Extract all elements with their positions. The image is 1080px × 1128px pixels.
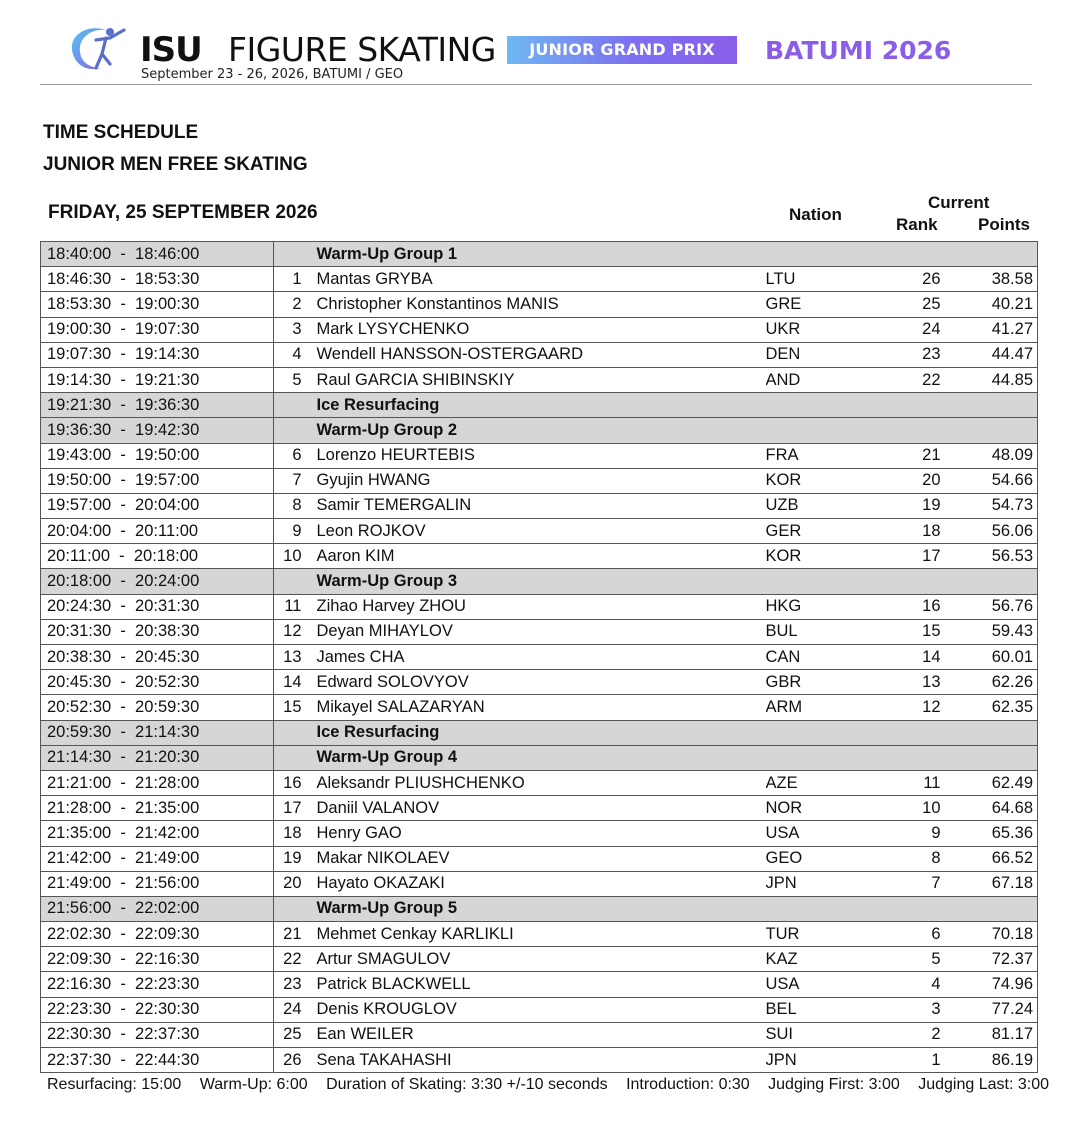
schedule-skater-row <box>41 367 1038 392</box>
schedule-group-row <box>41 569 1038 594</box>
row-current-rank: 17 <box>866 544 969 569</box>
row-nation: UKR <box>766 317 866 342</box>
schedule-skater-row <box>41 317 1038 342</box>
row-time: 20:11:00 - 20:18:00 <box>41 544 274 569</box>
junior-grand-prix-badge: JUNIOR GRAND PRIX <box>507 36 737 64</box>
row-time: 20:04:00 - 20:11:00 <box>41 519 274 544</box>
row-time: 20:52:30 - 20:59:30 <box>41 695 274 720</box>
row-time: 21:28:00 - 21:35:00 <box>41 796 274 821</box>
row-nation: CAN <box>766 645 866 670</box>
row-group-label: Warm-Up Group 2 <box>304 418 1038 443</box>
row-current-points: 38.58 <box>969 267 1038 292</box>
row-current-points: 72.37 <box>969 947 1038 972</box>
row-skater-name: Leon ROJKOV <box>304 519 766 544</box>
row-current-rank: 12 <box>866 695 969 720</box>
row-nation: UZB <box>766 493 866 518</box>
schedule-skater-row <box>41 443 1038 468</box>
row-skater-name: Mantas GRYBA <box>304 267 766 292</box>
row-skater-name: Samir TEMERGALIN <box>304 493 766 518</box>
row-time: 22:30:30 - 22:37:30 <box>41 1022 274 1047</box>
event-category-title: JUNIOR MEN FREE SKATING <box>43 154 308 175</box>
schedule-skater-row <box>41 871 1038 896</box>
row-skater-name: Edward SOLOVYOV <box>304 670 766 695</box>
row-time: 22:09:30 - 22:16:30 <box>41 947 274 972</box>
schedule-skater-row <box>41 796 1038 821</box>
footer-warmup: Warm-Up: 6:00 <box>199 1076 308 1093</box>
schedule-skater-row <box>41 267 1038 292</box>
row-current-rank: 15 <box>866 619 969 644</box>
row-current-rank: 14 <box>866 645 969 670</box>
row-current-points: 60.01 <box>969 645 1038 670</box>
row-skater-name: Patrick BLACKWELL <box>304 972 766 997</box>
schedule-group-row <box>41 418 1038 443</box>
column-header-rank: Rank <box>896 215 938 234</box>
row-current-points: 65.36 <box>969 821 1038 846</box>
row-current-points: 54.66 <box>969 468 1038 493</box>
row-current-points: 64.68 <box>969 796 1038 821</box>
footer-resurfacing: Resurfacing: 15:00 <box>47 1076 182 1093</box>
row-current-rank: 22 <box>866 367 969 392</box>
row-current-rank: 21 <box>866 443 969 468</box>
event-name: BATUMI 2026 <box>765 36 952 65</box>
row-time: 19:57:00 - 20:04:00 <box>41 493 274 518</box>
row-time: 19:43:00 - 19:50:00 <box>41 443 274 468</box>
row-group-label: Warm-Up Group 3 <box>304 569 1038 594</box>
schedule-skater-row <box>41 997 1038 1022</box>
row-time: 19:50:00 - 19:57:00 <box>41 468 274 493</box>
schedule-footer <box>47 1076 1049 1094</box>
row-nation: JPN <box>766 1048 866 1073</box>
row-current-rank: 6 <box>866 922 969 947</box>
row-current-points: 40.21 <box>969 292 1038 317</box>
row-time: 22:16:30 - 22:23:30 <box>41 972 274 997</box>
schedule-skater-row <box>41 1022 1038 1047</box>
row-nation: USA <box>766 821 866 846</box>
row-current-points: 86.19 <box>969 1048 1038 1073</box>
row-start-number: 22 <box>274 947 304 972</box>
row-skater-name: Lorenzo HEURTEBIS <box>304 443 766 468</box>
schedule-skater-row <box>41 594 1038 619</box>
row-current-rank: 10 <box>866 796 969 821</box>
column-header-current: Current <box>928 193 990 212</box>
row-start-number: 18 <box>274 821 304 846</box>
row-start-number: 4 <box>274 342 304 367</box>
row-current-points: 77.24 <box>969 997 1038 1022</box>
row-time: 21:14:30 - 21:20:30 <box>41 745 274 770</box>
schedule-skater-row <box>41 922 1038 947</box>
row-start-number: 16 <box>274 770 304 795</box>
row-time: 20:45:30 - 20:52:30 <box>41 670 274 695</box>
row-start-number: 11 <box>274 594 304 619</box>
row-start-number: 26 <box>274 1048 304 1073</box>
schedule-skater-row <box>41 619 1038 644</box>
row-current-points: 62.26 <box>969 670 1038 695</box>
row-time: 22:02:30 - 22:09:30 <box>41 922 274 947</box>
row-current-points: 54.73 <box>969 493 1038 518</box>
row-number <box>274 393 304 418</box>
row-nation: BUL <box>766 619 866 644</box>
row-time: 18:46:30 - 18:53:30 <box>41 267 274 292</box>
row-start-number: 24 <box>274 997 304 1022</box>
schedule-skater-row <box>41 947 1038 972</box>
schedule-skater-row <box>41 292 1038 317</box>
schedule-group-row <box>41 896 1038 921</box>
row-start-number: 8 <box>274 493 304 518</box>
row-current-points: 56.06 <box>969 519 1038 544</box>
schedule-table <box>40 241 1038 1073</box>
row-nation: GRE <box>766 292 866 317</box>
row-start-number: 21 <box>274 922 304 947</box>
row-skater-name: Aleksandr PLIUSHCHENKO <box>304 770 766 795</box>
row-nation: NOR <box>766 796 866 821</box>
row-current-points: 66.52 <box>969 846 1038 871</box>
schedule-skater-row <box>41 519 1038 544</box>
row-skater-name: Artur SMAGULOV <box>304 947 766 972</box>
row-current-points: 44.47 <box>969 342 1038 367</box>
row-current-rank: 1 <box>866 1048 969 1073</box>
row-skater-name: Henry GAO <box>304 821 766 846</box>
schedule-skater-row <box>41 695 1038 720</box>
row-nation: JPN <box>766 871 866 896</box>
row-current-rank: 2 <box>866 1022 969 1047</box>
row-current-rank: 11 <box>866 770 969 795</box>
schedule-group-row <box>41 393 1038 418</box>
row-time: 22:37:30 - 22:44:30 <box>41 1048 274 1073</box>
isu-wordmark: ISU <box>140 30 202 70</box>
figure-skating-wordmark: FIGURE SKATING <box>228 30 496 69</box>
schedule-group-row <box>41 242 1038 267</box>
row-start-number: 10 <box>274 544 304 569</box>
row-start-number: 25 <box>274 1022 304 1047</box>
row-current-rank: 13 <box>866 670 969 695</box>
row-start-number: 23 <box>274 972 304 997</box>
schedule-group-row <box>41 720 1038 745</box>
row-skater-name: Mehmet Cenkay KARLIKLI <box>304 922 766 947</box>
row-number <box>274 418 304 443</box>
row-current-rank: 20 <box>866 468 969 493</box>
row-current-points: 59.43 <box>969 619 1038 644</box>
schedule-skater-row <box>41 972 1038 997</box>
row-nation: AND <box>766 367 866 392</box>
document-header <box>0 0 1080 90</box>
row-time: 19:00:30 - 19:07:30 <box>41 317 274 342</box>
row-time: 18:40:00 - 18:46:00 <box>41 242 274 267</box>
schedule-skater-row <box>41 821 1038 846</box>
row-group-label: Warm-Up Group 5 <box>304 896 1038 921</box>
row-time: 20:31:30 - 20:38:30 <box>41 619 274 644</box>
row-start-number: 15 <box>274 695 304 720</box>
schedule-day: FRIDAY, 25 SEPTEMBER 2026 <box>48 202 318 223</box>
row-time: 22:23:30 - 22:30:30 <box>41 997 274 1022</box>
row-nation: ARM <box>766 695 866 720</box>
row-nation: DEN <box>766 342 866 367</box>
schedule-skater-row <box>41 468 1038 493</box>
row-time: 19:14:30 - 19:21:30 <box>41 367 274 392</box>
row-group-label: Warm-Up Group 1 <box>304 242 1038 267</box>
row-current-rank: 24 <box>866 317 969 342</box>
row-number <box>274 569 304 594</box>
row-time: 20:59:30 - 21:14:30 <box>41 720 274 745</box>
header-divider <box>40 84 1032 85</box>
schedule-skater-row <box>41 645 1038 670</box>
row-nation: FRA <box>766 443 866 468</box>
schedule-group-row <box>41 745 1038 770</box>
row-time: 20:18:00 - 20:24:00 <box>41 569 274 594</box>
row-current-rank: 9 <box>866 821 969 846</box>
row-start-number: 12 <box>274 619 304 644</box>
schedule-skater-row <box>41 342 1038 367</box>
row-group-label: Warm-Up Group 4 <box>304 745 1038 770</box>
row-current-rank: 3 <box>866 997 969 1022</box>
row-start-number: 9 <box>274 519 304 544</box>
row-nation: GBR <box>766 670 866 695</box>
row-nation: LTU <box>766 267 866 292</box>
row-skater-name: Aaron KIM <box>304 544 766 569</box>
row-nation: KOR <box>766 544 866 569</box>
row-current-points: 67.18 <box>969 871 1038 896</box>
row-time: 21:56:00 - 22:02:00 <box>41 896 274 921</box>
schedule-skater-row <box>41 770 1038 795</box>
row-skater-name: Raul GARCIA SHIBINSKIY <box>304 367 766 392</box>
row-current-rank: 7 <box>866 871 969 896</box>
column-header-nation: Nation <box>789 205 842 224</box>
row-skater-name: Mark LYSYCHENKO <box>304 317 766 342</box>
row-time: 21:49:00 - 21:56:00 <box>41 871 274 896</box>
row-current-points: 56.53 <box>969 544 1038 569</box>
schedule-skater-row <box>41 1048 1038 1073</box>
row-start-number: 3 <box>274 317 304 342</box>
row-current-rank: 18 <box>866 519 969 544</box>
row-nation: KAZ <box>766 947 866 972</box>
row-nation: GEO <box>766 846 866 871</box>
row-start-number: 14 <box>274 670 304 695</box>
row-time: 19:21:30 - 19:36:30 <box>41 393 274 418</box>
row-skater-name: Ean WEILER <box>304 1022 766 1047</box>
row-group-label: Ice Resurfacing <box>304 393 1038 418</box>
row-current-points: 62.49 <box>969 770 1038 795</box>
row-skater-name: Zihao Harvey ZHOU <box>304 594 766 619</box>
row-group-label: Ice Resurfacing <box>304 720 1038 745</box>
row-nation: HKG <box>766 594 866 619</box>
row-skater-name: James CHA <box>304 645 766 670</box>
row-number <box>274 896 304 921</box>
row-nation: USA <box>766 972 866 997</box>
row-time: 21:35:00 - 21:42:00 <box>41 821 274 846</box>
row-time: 18:53:30 - 19:00:30 <box>41 292 274 317</box>
row-current-rank: 25 <box>866 292 969 317</box>
column-header-points: Points <box>978 215 1030 234</box>
row-skater-name: Deyan MIHAYLOV <box>304 619 766 644</box>
event-dates-location: September 23 - 26, 2026, BATUMI / GEO <box>141 67 404 82</box>
row-current-rank: 19 <box>866 493 969 518</box>
footer-judging-last: Judging Last: 3:00 <box>918 1076 1049 1093</box>
row-current-rank: 5 <box>866 947 969 972</box>
row-number <box>274 745 304 770</box>
row-skater-name: Sena TAKAHASHI <box>304 1048 766 1073</box>
schedule-skater-row <box>41 544 1038 569</box>
row-skater-name: Mikayel SALAZARYAN <box>304 695 766 720</box>
row-start-number: 2 <box>274 292 304 317</box>
row-time: 19:07:30 - 19:14:30 <box>41 342 274 367</box>
row-start-number: 20 <box>274 871 304 896</box>
row-current-rank: 8 <box>866 846 969 871</box>
row-skater-name: Daniil VALANOV <box>304 796 766 821</box>
footer-introduction: Introduction: 0:30 <box>626 1076 750 1093</box>
row-current-points: 44.85 <box>969 367 1038 392</box>
row-nation: SUI <box>766 1022 866 1047</box>
row-time: 21:21:00 - 21:28:00 <box>41 770 274 795</box>
row-start-number: 5 <box>274 367 304 392</box>
row-start-number: 19 <box>274 846 304 871</box>
row-time: 20:38:30 - 20:45:30 <box>41 645 274 670</box>
row-number <box>274 720 304 745</box>
row-nation: KOR <box>766 468 866 493</box>
row-number <box>274 242 304 267</box>
row-start-number: 13 <box>274 645 304 670</box>
schedule-skater-row <box>41 846 1038 871</box>
row-skater-name: Christopher Konstantinos MANIS <box>304 292 766 317</box>
schedule-skater-row <box>41 670 1038 695</box>
row-nation: BEL <box>766 997 866 1022</box>
row-current-points: 56.76 <box>969 594 1038 619</box>
row-time: 20:24:30 - 20:31:30 <box>41 594 274 619</box>
row-nation: TUR <box>766 922 866 947</box>
row-current-rank: 16 <box>866 594 969 619</box>
row-current-rank: 4 <box>866 972 969 997</box>
row-skater-name: Wendell HANSSON-OSTERGAARD <box>304 342 766 367</box>
row-current-rank: 26 <box>866 267 969 292</box>
figure-skater-icon <box>66 20 130 76</box>
row-nation: GER <box>766 519 866 544</box>
row-skater-name: Hayato OKAZAKI <box>304 871 766 896</box>
row-current-points: 48.09 <box>969 443 1038 468</box>
row-time: 21:42:00 - 21:49:00 <box>41 846 274 871</box>
row-skater-name: Makar NIKOLAEV <box>304 846 766 871</box>
document-title: TIME SCHEDULE <box>43 122 199 143</box>
row-current-points: 70.18 <box>969 922 1038 947</box>
row-start-number: 7 <box>274 468 304 493</box>
row-current-points: 74.96 <box>969 972 1038 997</box>
row-current-points: 62.35 <box>969 695 1038 720</box>
footer-judging-first: Judging First: 3:00 <box>768 1076 900 1093</box>
row-skater-name: Denis KROUGLOV <box>304 997 766 1022</box>
row-current-points: 81.17 <box>969 1022 1038 1047</box>
row-current-points: 41.27 <box>969 317 1038 342</box>
row-start-number: 6 <box>274 443 304 468</box>
row-current-rank: 23 <box>866 342 969 367</box>
row-start-number: 17 <box>274 796 304 821</box>
schedule-skater-row <box>41 493 1038 518</box>
row-skater-name: Gyujin HWANG <box>304 468 766 493</box>
row-time: 19:36:30 - 19:42:30 <box>41 418 274 443</box>
row-nation: AZE <box>766 770 866 795</box>
row-start-number: 1 <box>274 267 304 292</box>
footer-duration: Duration of Skating: 3:30 +/-10 seconds <box>326 1076 608 1093</box>
